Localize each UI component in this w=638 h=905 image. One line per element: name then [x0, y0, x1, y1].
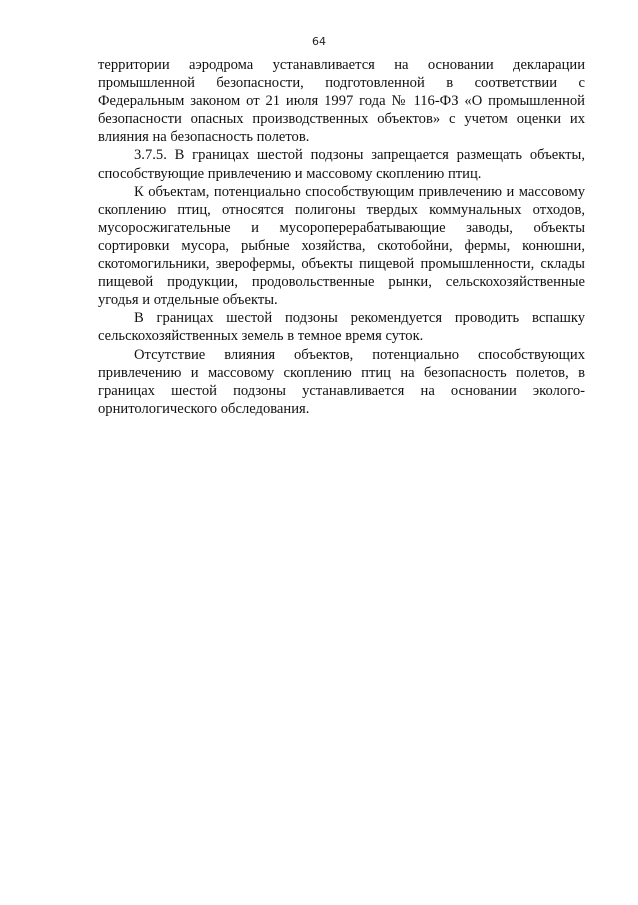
paragraph-continuation: территории аэродрома устанавливается на основании декларации промышленной безопасности, подготовленной в соответствии с Федеральным законом от 21 июля 1997 года № 116-ФЗ «О промышленной безопасности опасных производственных объектов» с учетом оценки их влияния на безопасность полетов.: [98, 57, 585, 146]
document-body: [98, 56, 585, 418]
paragraph-plowing-recommendation: В границах шестой подзоны рекомендуется проводить вспашку сельскохозяйственных земель в темное время суток.: [98, 310, 585, 345]
paragraph-3-7-5: 3.7.5. В границах шестой подзоны запрещается размещать объекты, способствующие привлечению и массовому скоплению птиц.: [98, 147, 585, 182]
page-number: 64: [312, 35, 326, 48]
paragraph-bird-objects-list: К объектам, потенциально способствующим привлечению и массовому скоплению птиц, относятся полигоны твердых коммунальных отходов, мусоросжигательные и мусороперерабатывающие заводы, объекты сортировки мусора, рыбные хозяйства, скотобойни, фермы, конюшни, скотомогильники, зверофермы, объекты пищевой промышленности, склады пищевой продукции, продовольственные рынки, сельскохозяйственные угодья и отдельные объекты.: [98, 183, 585, 309]
paragraph-ornithological-survey: Отсутствие влияния объектов, потенциально способствующих привлечению и массовому скоплению птиц на безопасность полетов, в границах шестой подзоны устанавливается на основании эколого-орнитологического обследования.: [98, 346, 585, 417]
